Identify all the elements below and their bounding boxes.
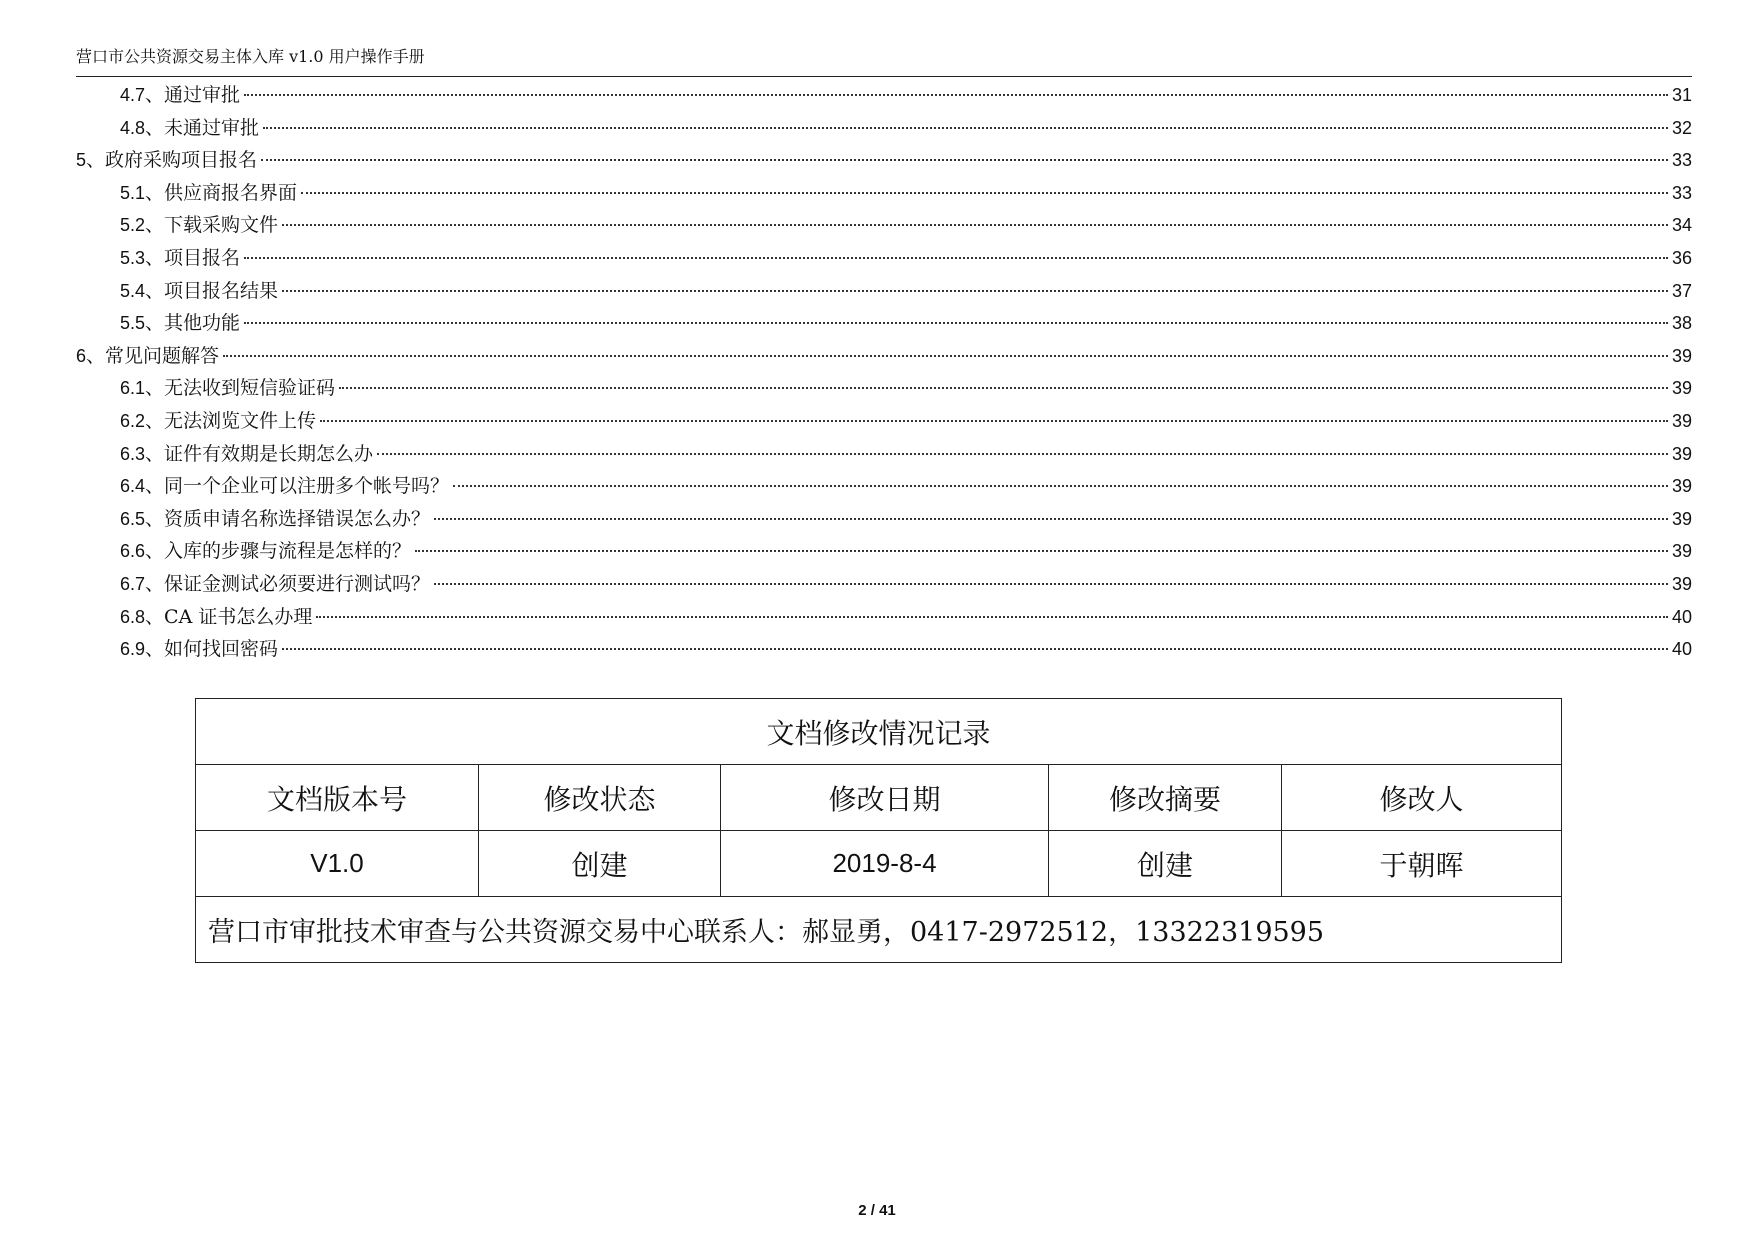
toc-entry-page: 39 (1671, 345, 1692, 366)
toc-dot-leader (339, 387, 1668, 389)
toc-dot-leader (434, 518, 1668, 520)
toc-entry-page: 39 (1671, 378, 1692, 399)
toc-entry-title: 、无法浏览文件上传 (145, 409, 317, 432)
toc-entry-label (120, 243, 240, 270)
toc-entry-label (120, 308, 240, 335)
toc-entry-label (120, 276, 278, 303)
toc-entry-page: 31 (1671, 85, 1692, 105)
toc-entry-number: 5.3 (120, 247, 146, 268)
toc-entry-number: 5.2 (120, 215, 146, 236)
toc-entry-title: 、资质申请名称选择错误怎么办？ (145, 507, 431, 530)
toc-entry-number: 5.1 (120, 182, 146, 203)
toc-entry-page: 39 (1671, 573, 1692, 594)
header-cell-version: 文档版本号 (196, 765, 479, 831)
cell-version: V1.0 (196, 831, 479, 897)
toc-entry-page: 33 (1671, 150, 1692, 171)
toc-entry-label (120, 210, 278, 237)
toc-entry[interactable] (76, 406, 1692, 439)
toc-entry[interactable] (76, 536, 1692, 569)
toc-entry-label (120, 178, 297, 205)
toc-entry-number: 6 (76, 345, 87, 366)
toc-entry-number: 6.1 (120, 378, 146, 399)
toc-entry[interactable] (76, 504, 1692, 537)
toc-entry-page: 39 (1671, 476, 1692, 497)
toc-entry-title: 、供应商报名界面 (145, 181, 298, 204)
toc-entry[interactable] (76, 145, 1692, 178)
page-indicator: 2 / 41 (858, 1202, 896, 1219)
toc-entry-page: 37 (1671, 280, 1692, 301)
toc-entry-number: 6.8 (120, 606, 146, 627)
toc-entry-number: 6.6 (120, 541, 146, 562)
document-header (76, 46, 1692, 77)
toc-entry-label (120, 536, 411, 563)
toc-entry-title: 、未通过审批 (145, 116, 260, 139)
toc-entry[interactable] (76, 471, 1692, 504)
toc-entry-title: 、如何找回密码 (145, 638, 279, 661)
toc-dot-leader (261, 159, 1668, 161)
toc-entry-title: 、无法收到短信验证码 (145, 377, 336, 400)
toc-entry-title: 、证件有效期是长期怎么办 (145, 442, 374, 465)
toc-entry-page: 36 (1671, 247, 1692, 268)
toc-entry-label (120, 602, 312, 629)
toc-entry-number: 5.5 (120, 313, 146, 334)
toc-entry-page: 39 (1671, 443, 1692, 464)
toc-dot-leader (244, 257, 1668, 259)
toc-entry[interactable] (76, 602, 1692, 635)
cell-summary: 创建 (1049, 831, 1282, 897)
toc-entry[interactable] (76, 569, 1692, 602)
toc-entry-label (76, 145, 257, 172)
toc-entry-label (120, 471, 449, 498)
toc-entry-title: 、常见问题解答 (86, 344, 220, 367)
header-cell-summary: 修改摘要 (1049, 765, 1282, 831)
toc-entry-title: 、下载采购文件 (145, 214, 279, 237)
toc-entry[interactable] (76, 634, 1692, 667)
toc-entry-page: 32 (1671, 117, 1692, 138)
toc-entry-label (120, 569, 430, 596)
toc-entry-label (120, 373, 335, 400)
toc-entry-page: 40 (1671, 639, 1692, 660)
toc-entry-title: 、其他功能 (145, 312, 241, 335)
toc-entry-number: 5 (76, 150, 87, 171)
toc-entry-number: 4.7 (120, 85, 146, 105)
toc-entry[interactable] (76, 341, 1692, 374)
toc-entry-page: 33 (1671, 182, 1692, 203)
toc-dot-leader (282, 224, 1668, 226)
toc-entry-page: 39 (1671, 508, 1692, 529)
toc-entry[interactable] (76, 308, 1692, 341)
toc-entry-title: 、保证金测试必须要进行测试吗？ (145, 572, 431, 595)
toc-entry[interactable] (76, 210, 1692, 243)
cell-status: 创建 (479, 831, 721, 897)
revision-table-title: 文档修改情况记录 (196, 699, 1562, 765)
toc-entry-page: 38 (1671, 313, 1692, 334)
toc-entry-number: 6.7 (120, 573, 146, 594)
toc-entry-number: 6.4 (120, 476, 146, 497)
toc-entry-number: 6.2 (120, 410, 146, 431)
toc-dot-leader (223, 355, 1668, 357)
toc-dot-leader (282, 290, 1668, 292)
toc-entry[interactable] (76, 276, 1692, 309)
toc-entry-title: 、同一个企业可以注册多个帐号吗？ (145, 475, 450, 498)
toc-entry-title: 、通过审批 (145, 84, 241, 106)
revision-record-table (195, 698, 1562, 963)
toc-entry-number: 6.3 (120, 443, 146, 464)
toc-dot-leader (415, 550, 1668, 552)
toc-dot-leader (244, 322, 1668, 324)
toc-entry[interactable] (76, 178, 1692, 211)
page-footer (0, 1202, 1754, 1219)
header-cell-status: 修改状态 (479, 765, 721, 831)
revision-table-title-row (196, 699, 1562, 765)
toc-entry-label (76, 341, 219, 368)
toc-entry-label (120, 439, 373, 466)
toc-entry[interactable] (76, 243, 1692, 276)
toc-entry-label (120, 80, 240, 107)
header-title: 营口市公共资源交易主体入库 v1.0 用户操作手册 (76, 47, 425, 66)
toc-entry[interactable] (76, 80, 1692, 113)
toc-entry-label (120, 406, 316, 433)
contact-row (196, 897, 1562, 963)
toc-entry-title: 、项目报名 (145, 246, 241, 269)
toc-dot-leader (320, 420, 1668, 422)
header-cell-date: 修改日期 (721, 765, 1049, 831)
toc-dot-leader (377, 453, 1668, 455)
toc-entry-title: 、入库的步骤与流程是怎样的？ (145, 540, 412, 563)
toc-dot-leader (316, 616, 1668, 618)
toc-entry-page: 40 (1671, 606, 1692, 627)
toc-entry-title: 、CA 证书怎么办理 (145, 605, 313, 628)
toc-entry-page: 39 (1671, 410, 1692, 431)
revision-table-header-row (196, 765, 1562, 831)
toc-entry-number: 5.4 (120, 280, 146, 301)
toc-dot-leader (263, 127, 1668, 129)
contact-info: 营口市审批技术审查与公共资源交易中心联系人：郝显勇，0417-2972512，13322319595 (196, 897, 1562, 963)
toc-entry-page: 34 (1671, 215, 1692, 236)
toc-entry-title: 、政府采购项目报名 (86, 149, 258, 172)
toc-dot-leader (434, 583, 1668, 585)
toc-entry-number: 4.8 (120, 117, 146, 138)
toc-entry-label (120, 504, 430, 531)
header-cell-author: 修改人 (1282, 765, 1562, 831)
table-of-contents (76, 80, 1692, 667)
table-row (196, 831, 1562, 897)
toc-entry-number: 6.9 (120, 639, 146, 660)
toc-entry[interactable] (76, 113, 1692, 146)
toc-entry-title: 、项目报名结果 (145, 279, 279, 302)
cell-author: 于朝晖 (1282, 831, 1562, 897)
toc-dot-leader (282, 648, 1668, 650)
toc-entry-number: 6.5 (120, 508, 146, 529)
toc-dot-leader (453, 485, 1668, 487)
cell-date: 2019-8-4 (721, 831, 1049, 897)
toc-entry-page: 39 (1671, 541, 1692, 562)
toc-entry-label (120, 113, 259, 140)
toc-dot-leader (244, 94, 1668, 96)
toc-dot-leader (301, 192, 1668, 194)
toc-entry[interactable] (76, 373, 1692, 406)
toc-entry-label (120, 634, 278, 661)
toc-entry[interactable] (76, 439, 1692, 472)
